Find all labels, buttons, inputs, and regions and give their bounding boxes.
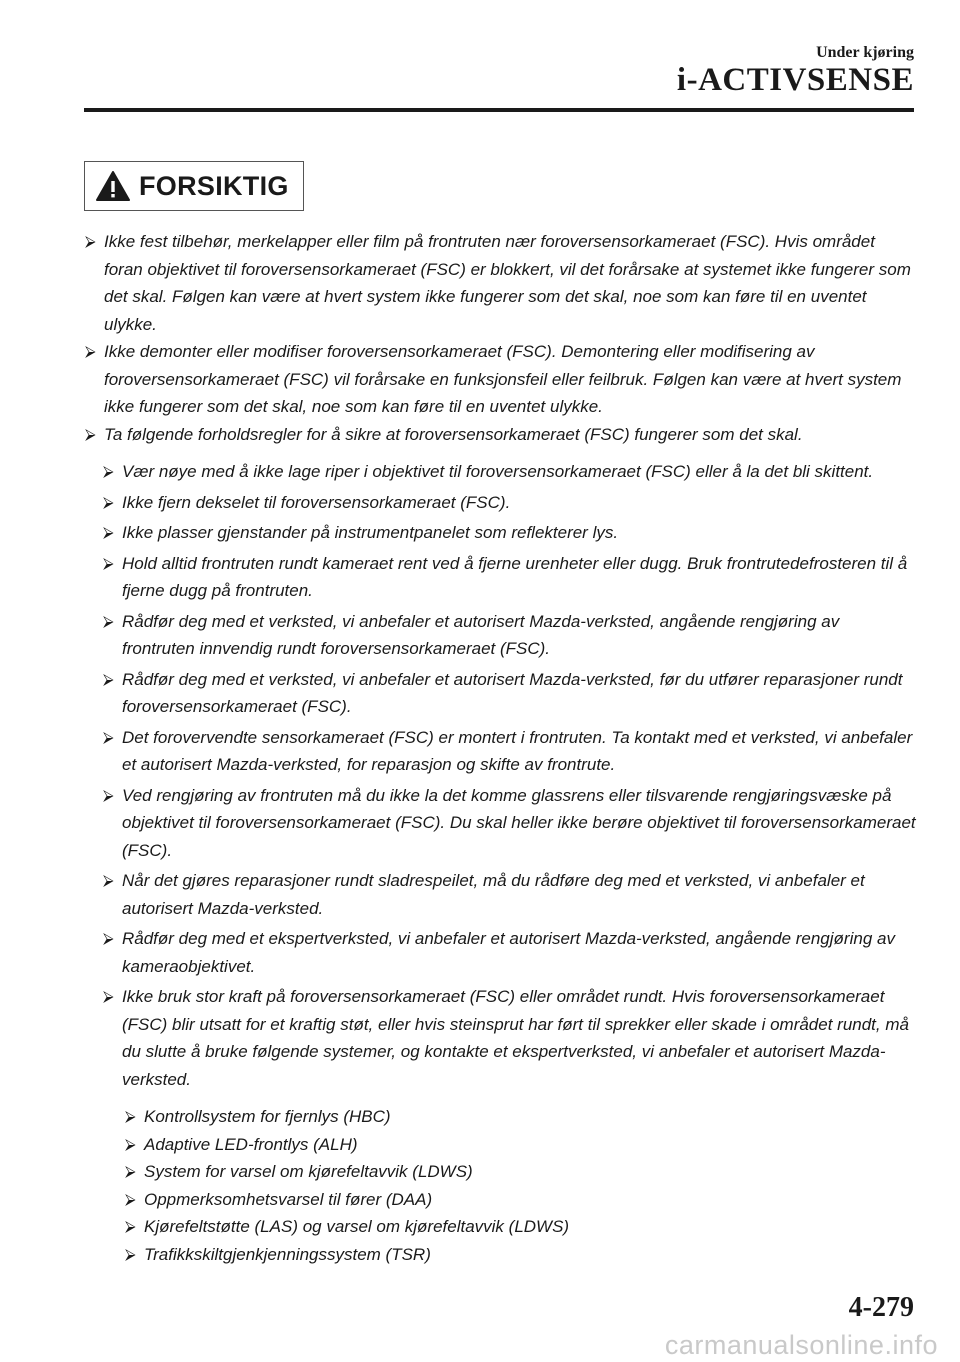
list-item xyxy=(124,1241,916,1269)
list-item xyxy=(124,1131,916,1159)
bullet-arrow-icon: ⮚ xyxy=(125,1135,136,1153)
bullet-arrow-icon: ⮚ xyxy=(103,524,114,541)
watermark: carmanualsonline.info xyxy=(664,1330,938,1360)
list-item xyxy=(102,782,916,865)
list-item-text: System for varsel om kjørefeltavvik (LDWS) xyxy=(144,1162,473,1181)
list-item-text: Ikke plasser gjenstander på instrumentpanelet som reflekterer lys. xyxy=(122,523,619,542)
list-item xyxy=(102,724,916,779)
list-item-text: Hold alltid frontruten rundt kameraet rent ved å fjerne urenheter eller dugg. Bruk frontrutedefrosteren til å fjerne dugg på frontruten. xyxy=(122,553,908,600)
caution-list xyxy=(84,228,916,1268)
bullet-arrow-icon: ⮚ xyxy=(125,1108,136,1125)
list-item xyxy=(84,421,916,449)
list-item xyxy=(102,925,916,980)
bullet-arrow-icon: ⮚ xyxy=(103,872,114,889)
list-item-text: Kjørefeltstøtte (LAS) og varsel om kjørefeltavvik (LDWS) xyxy=(144,1217,570,1236)
header-divider xyxy=(84,108,914,112)
bullet-arrow-icon: ⮚ xyxy=(103,988,114,1005)
list-item xyxy=(102,489,916,517)
bullet-arrow-icon: ⮚ xyxy=(103,554,114,572)
list-item-text: Trafikkskiltgjenkjenningssystem (TSR) xyxy=(144,1244,431,1264)
bullet-arrow-icon: ⮚ xyxy=(103,670,114,688)
bullet-arrow-icon: ⮚ xyxy=(103,463,114,480)
bullet-arrow-icon: ⮚ xyxy=(125,1218,136,1235)
list-item xyxy=(102,519,916,547)
list-item-text: Oppmerksomhetsvarsel til fører (DAA) xyxy=(144,1189,433,1209)
list-item xyxy=(102,867,916,922)
list-item-text: Rådfør deg med et verksted, vi anbefaler et autorisert Mazda-verksted, angående rengjøring av frontruten innvendig rundt foroversensorkameraet (FSC). xyxy=(122,611,840,658)
list-item-text: Ikke bruk stor kraft på foroversensorkameraet (FSC) eller området rundt. Hvis foroversensorkameraet (FSC) blir utsatt for et kraftig støt, eller hvis steinsprut har ført til sprekker eller skade i området rundt, må du slutte å bruke følgende systemer, og kontakte et ekspertverksted, vi anbefaler et autorisert Mazda-verksted. xyxy=(122,987,909,1089)
list-item-text: Rådfør deg med et ekspertverksted, vi anbefaler et autorisert Mazda-verksted, angående rengjøring av kameraobjektivet. xyxy=(122,929,895,976)
list-item xyxy=(102,550,916,605)
bullet-arrow-icon: ⮚ xyxy=(125,1190,136,1208)
section-name: Under kjøring xyxy=(816,44,914,61)
bullet-arrow-icon: ⮚ xyxy=(85,425,96,443)
list-item-text: Kontrollsystem for fjernlys (HBC) xyxy=(144,1107,391,1126)
list-item-text: Ta følgende forholdsregler for å sikre at foroversensorkameraet (FSC) fungerer som det skal. xyxy=(104,424,803,444)
list-item xyxy=(124,1213,916,1241)
chapter-title: i-ACTIVSENSE xyxy=(676,62,914,98)
list-item xyxy=(84,228,916,338)
page-number: 4-279 xyxy=(848,1292,914,1323)
warning-triangle-icon xyxy=(95,170,131,202)
list-item xyxy=(102,608,916,663)
bullet-arrow-icon: ⮚ xyxy=(103,493,114,511)
list-item-text: Rådfør deg med et verksted, vi anbefaler et autorisert Mazda-verksted, før du utfører reparasjoner rundt foroversensorkameraet (FSC). xyxy=(122,669,903,716)
bullet-arrow-icon: ⮚ xyxy=(125,1163,136,1180)
bullet-arrow-icon: ⮚ xyxy=(85,343,96,360)
bullet-arrow-icon: ⮚ xyxy=(103,612,114,630)
list-item xyxy=(124,1186,916,1214)
list-item-text: Når det gjøres reparasjoner rundt sladrespeilet, må du rådføre deg med et verksted, vi anbefaler et autorisert Mazda-verksted. xyxy=(122,871,865,918)
list-item-text: Ved rengjøring av frontruten må du ikke la det komme glassrens eller tilsvarende rengjøringsvæske på objektivet til foroversensorkameraet (FSC). Du skal heller ikke berøre objektivet til foroversensorkameraet (FSC). xyxy=(122,785,916,860)
list-item xyxy=(124,1103,916,1131)
bullet-arrow-icon: ⮚ xyxy=(125,1245,136,1263)
list-item-text: Adaptive LED-frontlys (ALH) xyxy=(144,1134,358,1154)
list-item xyxy=(84,338,916,421)
bullet-arrow-icon: ⮚ xyxy=(103,786,114,804)
bullet-arrow-icon: ⮚ xyxy=(103,930,114,947)
list-item xyxy=(102,458,916,486)
list-item-text: Ikke fest tilbehør, merkelapper eller film på frontruten nær foroversensorkameraet (FSC). Hvis området foran objektivet til foroversensorkameraet (FSC) er blokkert, vil det forårsake at systemet ikke fungerer som det skal. Følgen kan være at hvert system ikke fungerer som det skal, noe som kan føre til en uventet ulykke. xyxy=(104,232,911,334)
list-item-text: Det forovervendte sensorkameraet (FSC) er montert i frontruten. Ta kontakt med et verksted, vi anbefaler et autorisert Mazda-verksted, for reparasjon og skifte av frontrute. xyxy=(122,727,913,774)
bullet-arrow-icon: ⮚ xyxy=(85,233,96,250)
list-item-text: Ikke demonter eller modifiser foroversensorkameraet (FSC). Demontering eller modifisering av foroversensorkameraet (FSC) vil forårsake en funksjonsfeil eller feilbruk. Følgen kan være at hvert system ikke fungerer som det skal, noe som kan føre til en uventet ulykke. xyxy=(104,342,902,416)
caution-label: FORSIKTIG xyxy=(139,170,289,201)
list-item-text: Vær nøye med å ikke lage riper i objektivet til foroversensorkameraet (FSC) eller å la det bli skittent. xyxy=(122,462,874,481)
caution-banner xyxy=(84,161,304,211)
list-item xyxy=(102,983,916,1093)
bullet-arrow-icon: ⮚ xyxy=(103,728,114,746)
list-item xyxy=(102,666,916,721)
list-item xyxy=(124,1158,916,1186)
list-item-text: Ikke fjern dekselet til foroversensorkameraet (FSC). xyxy=(122,492,511,512)
